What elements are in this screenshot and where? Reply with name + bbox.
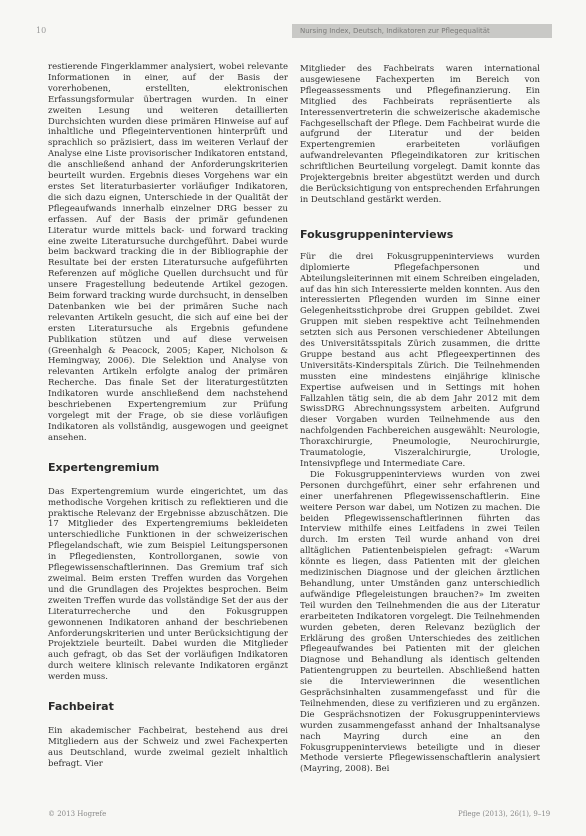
expertengremium-paragraph: Das Expertengremium wurde eingerichtet, um das methodische Vorgehen kritisch zu reflektieren und die praktische Relevanz der Ergebnisse abzuschätzen. Die 17 Mitglieder des Expertengremiums bekleideten unterschiedliche Funktionen in der schweizerischen Pflegelandschaft, wie zum Beispiel Leitungspersonen in Pflegediensten, Kontrollorganen, sowie von Pflegewissenschaftlerinnen. Das Gremium traf sich zweimal. Beim ersten Treffen wurden das Vorgehen und die Grundlagen des Projektes besprochen. Beim zweiten Treffen wurde das vollständige Set der aus der Literaturrecherche und den Fokusgruppen gewonnenen Indikatoren anhand der beschriebenen Anforderungskriterien und unter Berücksichtigung der Projektziele beurteilt. Dabei wurden die Mitglieder auch gefragt, ob das Set der vorläufigen Indikatoren durch weitere klinisch relevante Indikatoren ergänzt werden muss. [48,486,288,683]
footer-copyright: © 2013 Hogrefe [48,810,107,818]
heading-fokusgruppeninterviews: Fokusgruppeninterviews [300,227,454,241]
page-number: 10 [36,26,47,35]
right-column [300,64,540,775]
heading-fachbeirat: Fachbeirat [48,700,114,714]
heading-expertengremium: Expertengremium [48,460,160,474]
running-header: Nursing Index, Deutsch, Indikatoren zur Pflegequalität [292,24,552,38]
fachbeirat-paragraph: Ein akademischer Fachbeirat, bestehend aus drei Mitgliedern aus der Schweiz und zwei Fachexperten aus Deutschland, wurde zweimal gezielt inhaltlich befragt. Vier [48,726,288,769]
footer-citation: Pflege (2013), 26(1), 9–19 [458,810,551,818]
fokus-paragraph-1: Für die drei Fokusgruppeninterviews wurden diplomierte Pflegefachpersonen und Abteilungsleiterinnen mit einem Schreiben eingeladen, auf das hin sich Interessierte melden konnten. Aus den interessierten Pflegenden wurden im Sinne einer Gelegenheitsstichprobe drei Gruppen gebildet. Zwei Gruppen mit sieben respektive acht Teilnehmenden setzten sich aus Personen verschiedener Abteilungen des Universitätsspitals Zürich zusammen, die dritte Gruppe bestand aus acht Pflegeexpertinnen des Universitäts-Kinderspitals Zürich. Die Teilnehmenden mussten eine mindestens einjährige klinische Expertise aufweisen und in Settings mit hohen Fallzahlen tätig sein, die ab dem Jahr 2012 mit dem SwissDRG Abrechnungssystem arbeiten. Aufgrund dieser Vorgaben wurden Teilnehmende aus den nachfolgenden Fachbereichen ausgewählt: Neurologie, Thoraxchirurgie, Pneumologie, Neurochirurgie, Traumatologie, Viszeralchirurgie, Urologie, Intensivpflege und Intermediate Care. [300,251,540,469]
left-column [48,62,288,770]
fachbeirat-continued-paragraph: Mitglieder des Fachbeirats waren international ausgewiesene Fachexperten im Bereich von Pflegeassessments und Pflegefinanzierung. Ein Mitglied des Fachbeirats repräsentierte als Interessenvertreterin die schweizerische akademische Fachgesellschaft der Pflege. Dem Fachbeirat wurde die aufgrund der Literatur und der beiden Expertengremien erarbeiteten vorläufigen aufwandrelevanten Pflegeindikatoren zur kritischen schriftlichen Beurteilung vorgelegt. Damit konnte das Projektergebnis breiter abgestützt werden und durch die Berücksichtigung von entsprechenden Erfahrungen in Deutschland gestärkt werden. [300,64,540,205]
fokus-paragraph-2: Die Fokusgruppeninterviews wurden von zwei Personen durchgeführt, einer sehr erfahrenen und einer unerfahrenen Pflegewissenschaftlerin. Eine weitere Person war dabei, um Notizen zu machen. Die beiden Pflegewissenschaftlerinnen führten das Interview mithilfe eines Leitfadens in zwei Teilen durch. Im ersten Teil wurde anhand von drei alltäglichen Patientenbeispielen gefragt: «Warum könnte es liegen, dass Patienten mit der gleichen medizinischen Diagnose und der gleichen ärztlichen Behandlung, unter Umständen ganz unterschiedlich aufwändige Pflegeleistungen brauchen?» Im zweiten Teil wurden den Teilnehmenden die aus der Literatur erarbeiteten Indikatoren vorgelegt. Die Teilnehmenden wurden gebeten, deren Relevanz bezüglich der Erklärung des großen Unterschiedes des zeitlichen Pflegeaufwandes bei Patienten mit der gleichen Diagnose und Behandlung als identisch geltenden Patientengruppen zu beurteilen. Abschließend hatten sie die Interviewerinnen die wesentlichen Gesprächsinhalten zusammengefasst und für die Teilnehmenden, diese zu verifizieren und zu ergänzen. Die Gesprächsnotizen der Fokusgruppeninterviews wurden zusammengefasst anhand der Inhaltsanalyse nach Mayring durch eine an den Fokusgruppeninterviews beteiligte und in dieser Methode versierte Pflegewissenschaftlerin analysiert (Mayring, 2008). Bei [300,469,540,775]
intro-paragraph: restierende Fingerklammer analysiert, wobei relevante Informationen in einer, auf der Basis der vorerhobenen, erstellten, elektronischen Erfassungsformular übertragen wurden. In einer zweiten Lesung und weiteren detaillierten Durchsichten wurden diese primären Hinweise auf auf inhaltliche und Pflegeinterventionen hinterprüft und sprachlich so präzisiert, dass im weiteren Verlauf der Analyse eine Liste provisorischer Indikatoren entstand, die anschließend anhand der Anforderungskriterien beurteilt wurden. Ergebnis dieses Vorgehens war ein erstes Set literaturbasierter vorläufiger Indikatoren, die sich dazu eignen, Unterschiede in der Qualität der Pflegeaufwands innerhalb einzelner DRG besser zu erfassen. Auf der Basis der primär gefundenen Literatur wurde mittels back- und forward tracking eine zweite Literatursuche durchgeführt. Dabei wurde beim backward tracking die in der Bibliographie der Resultate bei der ersten Literatursuche aufgeführten Referenzen auf mögliche Quellen durchsucht und für unsere Fragestellung bedeutende Artikel gezogen. Beim forward tracking wurde durchsucht, in denselben Datenbanken wie bei der primären Suche nach relevanten Artikeln gesucht, die sich auf eine bei der ersten Literatursuche als Ergebnis gefundene Publikation stützen und auf diese verweisen (Greenhalgh & Peacock, 2005; Kaper, Nicholson & Hemingway, 2006). Die Selektion und Analyse von relevanten Artikeln erfolgte analog der primären Recherche. Das finale Set der literaturgestützten Indikatoren wurde anschließend dem nachstehend beschriebenen Expertengremium zur Prüfung vorgelegt mit der Frage, ob sie diese vorläufigen Indikatoren als vollständig, ausgewogen und geeignet ansehen. [48,62,288,443]
